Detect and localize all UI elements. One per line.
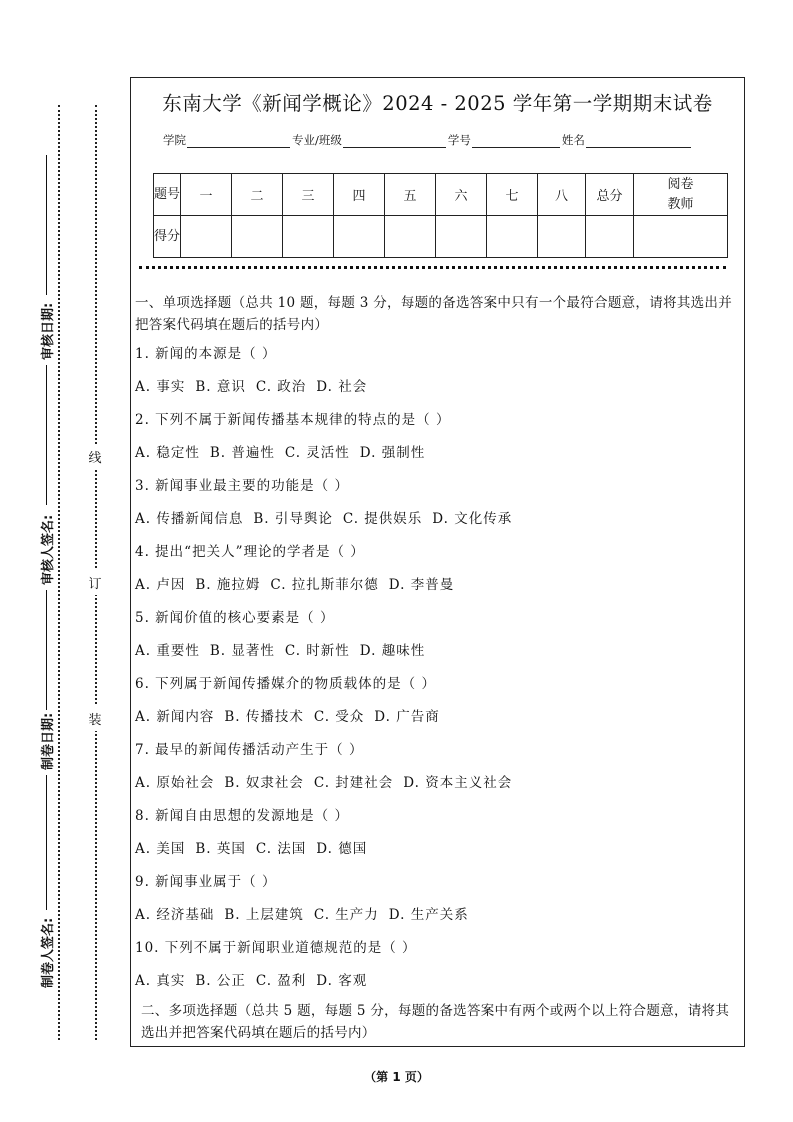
question-text: 1. 新闻的本源是（ ）	[135, 346, 277, 362]
score-cell[interactable]	[232, 216, 283, 258]
score-header-cell: 四	[334, 174, 385, 216]
header-separator	[139, 266, 726, 269]
option-choice[interactable]: B. 传播技术	[224, 709, 304, 725]
option-choice[interactable]: B. 显著性	[209, 643, 275, 659]
name-field[interactable]	[586, 134, 691, 148]
option-choice[interactable]: C. 生产力	[313, 907, 379, 923]
paper-date-line	[46, 590, 47, 710]
exam-content	[135, 292, 740, 1051]
option-choice[interactable]: C. 灵活性	[284, 445, 350, 461]
section1-heading: 一、单项选择题（总共 10 题，每题 3 分，每题的备选答案中只有一个最符合题意，请将其选出并把答案代码填在题后的括号内）	[135, 295, 733, 333]
question-options	[135, 970, 740, 1003]
question-options	[135, 640, 740, 673]
score-table	[153, 173, 728, 258]
option-choice[interactable]: A. 重要性	[135, 643, 200, 659]
student-no-label: 学号	[447, 133, 471, 147]
option-choice[interactable]: D. 德国	[316, 841, 368, 857]
score-cell[interactable]	[334, 216, 385, 258]
option-choice[interactable]: D. 资本主义社会	[403, 775, 513, 791]
exam-title: 东南大学《新闻学概论》2024 - 2025 学年第一学期期末试卷	[162, 92, 713, 115]
score-header-cell: 二	[232, 174, 283, 216]
score-cell[interactable]	[586, 216, 634, 258]
score-header-cell: 阅卷教师	[634, 174, 728, 216]
auditor-sign-label: 审核人签名:	[41, 514, 56, 585]
binding-dotted-line	[58, 105, 60, 1040]
score-header-cell: 六	[436, 174, 487, 216]
college-label: 学院	[163, 133, 186, 147]
question-text: 6. 下列属于新闻传播媒介的物质载体的是（ ）	[135, 676, 436, 692]
score-row-label: 得分	[154, 216, 181, 258]
question-options	[135, 442, 740, 475]
option-choice[interactable]: C. 封建社会	[313, 775, 394, 791]
audit-date-line	[46, 155, 47, 295]
score-cell[interactable]	[283, 216, 334, 258]
option-choice[interactable]: C. 提供娱乐	[342, 511, 423, 527]
option-choice[interactable]: D. 生产关系	[388, 907, 469, 923]
score-cell[interactable]	[181, 216, 232, 258]
name-label: 姓名	[561, 133, 585, 147]
student-info-row	[163, 132, 693, 148]
auditor-sign-line	[46, 365, 47, 505]
option-choice[interactable]: C. 政治	[255, 379, 307, 395]
question-options	[135, 904, 740, 937]
question-options	[135, 706, 740, 739]
question-text: 9. 新闻事业属于（ ）	[135, 874, 277, 890]
score-table-score-row	[154, 216, 728, 258]
maker-sign-label: 制卷人签名:	[41, 917, 56, 988]
major-label: 专业/班级	[292, 133, 342, 147]
college-field[interactable]	[187, 134, 290, 148]
section2-heading: 二、多项选择题（总共 5 题，每题 5 分，每题的备选答案中有两个或两个以上符合题意，请将其选出并把答案代码填在题后的括号内）	[141, 1003, 730, 1041]
score-header-cell: 一	[181, 174, 232, 216]
question-text: 8. 新闻自由思想的发源地是（ ）	[135, 808, 349, 824]
question-text: 5. 新闻价值的核心要素是（ ）	[135, 610, 335, 626]
question-options	[135, 508, 740, 541]
option-choice[interactable]: D. 文化传承	[432, 511, 513, 527]
page-number: （第 1 页）	[364, 1070, 429, 1084]
score-cell[interactable]	[436, 216, 487, 258]
option-choice[interactable]: B. 英国	[195, 841, 246, 857]
option-choice[interactable]: D. 李普曼	[388, 577, 455, 593]
option-choice[interactable]: B. 奴隶社会	[224, 775, 304, 791]
question-text: 3. 新闻事业最主要的功能是（ ）	[135, 478, 349, 494]
score-cell[interactable]	[538, 216, 586, 258]
exam-paper-frame	[130, 77, 745, 1047]
option-choice[interactable]: C. 法国	[255, 841, 307, 857]
score-header-cell: 题号	[154, 174, 181, 216]
option-choice[interactable]: B. 引导舆论	[253, 511, 333, 527]
score-header-cell: 八	[538, 174, 586, 216]
score-table-header-row	[154, 174, 728, 216]
option-choice[interactable]: A. 原始社会	[135, 775, 215, 791]
option-choice[interactable]: B. 公正	[195, 973, 246, 989]
option-choice[interactable]: A. 稳定性	[135, 445, 200, 461]
question-text: 10. 下列不属于新闻职业道德规范的是（ ）	[135, 940, 417, 956]
student-no-field[interactable]	[472, 134, 560, 148]
option-choice[interactable]: D. 广告商	[374, 709, 440, 725]
option-choice[interactable]: A. 卢因	[135, 577, 186, 593]
option-choice[interactable]: C. 受众	[313, 709, 365, 725]
question-text: 7. 最早的新闻传播活动产生于（ ）	[135, 742, 364, 758]
paper-date-label: 制卷日期:	[41, 712, 56, 770]
option-choice[interactable]: A. 传播新闻信息	[135, 511, 244, 527]
question-options	[135, 574, 740, 607]
question-text: 2. 下列不属于新闻传播基本规律的特点的是（ ）	[135, 412, 451, 428]
option-choice[interactable]: C. 拉扎斯菲尔德	[270, 577, 379, 593]
option-choice[interactable]: B. 上层建筑	[224, 907, 304, 923]
maker-sign-line	[46, 775, 47, 910]
question-options	[135, 376, 740, 409]
score-header-cell: 总分	[586, 174, 634, 216]
score-cell[interactable]	[385, 216, 436, 258]
score-header-cell: 三	[283, 174, 334, 216]
option-choice[interactable]: A. 美国	[135, 841, 186, 857]
option-choice[interactable]: D. 趣味性	[359, 643, 426, 659]
question-options	[135, 772, 740, 805]
question-text: 4. 提出“把关人”理论的学者是（ ）	[135, 544, 365, 560]
option-choice[interactable]: B. 施拉姆	[195, 577, 261, 593]
option-choice[interactable]: D. 强制性	[359, 445, 426, 461]
option-choice[interactable]: A. 事实	[135, 379, 186, 395]
option-choice[interactable]: B. 意识	[195, 379, 246, 395]
bind-char-order: 订	[86, 570, 104, 595]
major-field[interactable]	[343, 134, 446, 148]
score-header-cell: 七	[487, 174, 538, 216]
question-list	[135, 343, 740, 1003]
option-choice[interactable]: C. 盈利	[255, 973, 307, 989]
option-choice[interactable]: D. 客观	[316, 973, 368, 989]
option-choice[interactable]: A. 新闻内容	[135, 709, 215, 725]
option-choice[interactable]: D. 社会	[316, 379, 368, 395]
option-choice[interactable]: A. 真实	[135, 973, 186, 989]
option-choice[interactable]: B. 普遍性	[209, 445, 275, 461]
bind-char-pack: 装	[86, 706, 104, 731]
score-header-cell: 五	[385, 174, 436, 216]
audit-date-label: 审核日期:	[41, 302, 56, 360]
score-cell[interactable]	[634, 216, 728, 258]
option-choice[interactable]: C. 时新性	[284, 643, 350, 659]
question-options	[135, 838, 740, 871]
score-cell[interactable]	[487, 216, 538, 258]
bind-char-line: 线	[86, 444, 104, 469]
option-choice[interactable]: A. 经济基础	[135, 907, 215, 923]
